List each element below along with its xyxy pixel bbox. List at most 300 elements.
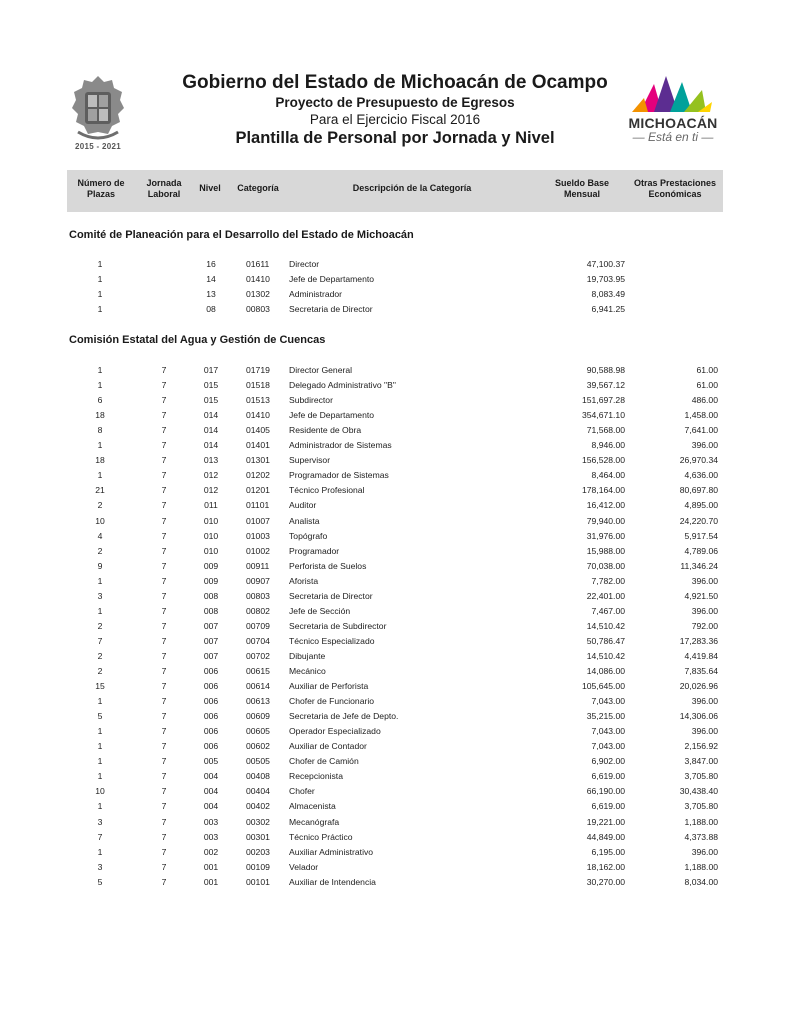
col-otras-header: Otras Prestaciones Económicas [633,178,717,199]
cell-nivel: 014 [203,410,219,421]
table-row [0,589,791,604]
col-descripcion-header: Descripción de la Categoría [352,183,472,193]
cell-categoria: 01719 [246,365,270,375]
cell-descripcion: Técnico Profesional [289,485,365,496]
cell-descripcion: Chofer [289,786,315,797]
cell-plazas: 1 [97,801,103,812]
cell-nivel: 08 [206,304,216,315]
table-column-header [67,170,723,212]
cell-nivel: 004 [203,771,219,782]
cell-nivel: 015 [203,380,219,391]
cell-plazas: 2 [97,650,103,661]
cell-otras: 4,373.88 [684,831,718,842]
cell-plazas: 18 [95,455,105,466]
cell-jornada: 7 [161,470,167,481]
cell-plazas: 1 [97,289,103,300]
cell-sueldo: 8,464.00 [591,470,625,481]
table-row [0,845,791,860]
cell-plazas: 9 [97,560,103,571]
table-row [0,634,791,649]
cell-jornada: 7 [161,635,167,646]
cell-categoria: 01405 [246,425,270,436]
cell-jornada: 7 [161,696,167,707]
table-row [0,272,791,287]
cell-sueldo: 6,902.00 [591,756,625,767]
cell-plazas: 1 [97,470,103,481]
cell-nivel: 14 [206,274,216,285]
brand-name: MICHOACÁN [628,115,718,131]
cell-otras: 792.00 [691,620,718,631]
cell-descripcion: Perforista de Suelos [289,560,367,571]
cell-sueldo: 18,162.00 [586,861,625,872]
cell-categoria: 01518 [246,380,270,391]
col-categoria-header: Categoría [237,183,279,193]
cell-nivel: 002 [203,846,219,857]
cell-plazas: 1 [97,726,103,737]
cell-nivel: 007 [203,635,219,646]
cell-descripcion: Secretaria de Director [289,590,373,601]
cell-categoria: 00911 [246,560,270,571]
cell-categoria: 01302 [246,289,270,300]
cell-otras: 4,789.06 [684,545,718,556]
table-row [0,514,791,529]
cell-sueldo: 14,510.42 [586,620,625,631]
cell-otras: 24,220.70 [679,515,718,526]
cell-nivel: 001 [203,861,219,872]
cell-plazas: 8 [97,425,103,436]
cell-jornada: 7 [161,485,167,496]
cell-categoria: 01611 [246,259,270,269]
col-nivel-header: Nivel [199,183,221,193]
document-subtitle-1: Proyecto de Presupuesto de Egresos [275,95,515,110]
cell-sueldo: 90,588.98 [586,365,625,375]
cell-nivel: 017 [203,365,219,375]
cell-otras: 14,306.06 [679,711,718,722]
cell-plazas: 1 [97,846,103,857]
cell-sueldo: 19,221.00 [586,816,625,827]
cell-descripcion: Subdirector [289,395,333,406]
cell-jornada: 7 [161,876,167,887]
cell-jornada: 7 [161,395,167,406]
cell-categoria: 01401 [246,440,270,451]
col-sueldo-header: Sueldo Base Mensual [554,178,610,199]
cell-otras: 1,458.00 [684,410,718,421]
document-header [0,0,791,170]
cell-otras: 396.00 [691,440,718,451]
cell-plazas: 2 [97,545,103,556]
cell-sueldo: 105,645.00 [581,681,625,692]
cell-categoria: 00203 [246,846,270,857]
cell-jornada: 7 [161,801,167,812]
cell-descripcion: Residente de Obra [289,425,362,436]
cell-plazas: 1 [97,741,103,752]
cell-descripcion: Almacenista [289,801,336,812]
cell-descripcion: Analista [289,515,320,526]
table-row [0,619,791,634]
cell-sueldo: 178,164.00 [581,485,625,496]
cell-plazas: 6 [97,395,103,406]
cell-plazas: 4 [97,530,103,541]
cell-jornada: 7 [161,771,167,782]
cell-descripcion: Secretaria de Subdirector [289,620,387,631]
cell-nivel: 003 [203,816,219,827]
cell-categoria: 00404 [246,786,270,797]
cell-plazas: 10 [95,515,105,526]
cell-jornada: 7 [161,666,167,676]
table-row [0,498,791,513]
cell-descripcion: Jefe de Sección [289,605,351,616]
document-titles [150,72,640,149]
seal-years: 2015 - 2021 [74,142,121,151]
cell-descripcion: Auxiliar de Intendencia [289,876,376,887]
cell-otras: 80,697.80 [679,485,718,496]
state-seal-icon [68,72,128,152]
cell-nivel: 006 [203,741,219,752]
cell-jornada: 7 [161,816,167,827]
col-jornada-header: Jornada Laboral [146,178,182,199]
cell-plazas: 3 [97,816,103,827]
cell-descripcion: Aforista [289,575,319,586]
cell-otras: 2,156.92 [684,741,718,752]
cell-jornada: 7 [161,831,167,842]
cell-otras: 396.00 [691,846,718,857]
cell-jornada: 7 [161,756,167,767]
cell-nivel: 006 [203,681,219,692]
cell-categoria: 00301 [246,831,270,842]
table-row [0,453,791,468]
cell-nivel: 13 [206,289,216,300]
table-row [0,529,791,544]
cell-otras: 396.00 [691,696,718,707]
cell-plazas: 15 [95,681,105,692]
cell-otras: 1,188.00 [684,861,718,872]
table-row [0,302,791,317]
cell-jornada: 7 [161,560,167,571]
cell-categoria: 00803 [246,304,270,315]
cell-descripcion: Topógrafo [289,530,328,541]
cell-sueldo: 35,215.00 [586,711,625,722]
cell-categoria: 01007 [246,515,270,526]
cell-otras: 4,419.84 [684,650,718,661]
cell-plazas: 3 [97,861,103,872]
cell-descripcion: Chofer de Funcionario [289,696,375,707]
cell-categoria: 00408 [246,771,270,782]
table-row [0,378,791,393]
cell-nivel: 006 [203,711,219,722]
cell-descripcion: Programador de Sistemas [289,470,389,481]
cell-categoria: 00602 [246,741,270,752]
cell-nivel: 014 [203,440,219,451]
cell-nivel: 004 [203,786,219,797]
cell-plazas: 1 [97,259,103,269]
cell-descripcion: Supervisor [289,455,331,466]
cell-sueldo: 47,100.37 [586,259,625,269]
cell-descripcion: Administrador de Sistemas [289,440,392,451]
table-row [0,649,791,664]
cell-categoria: 00709 [246,620,270,631]
cell-jornada: 7 [161,440,167,451]
table-row [0,574,791,589]
cell-nivel: 004 [203,801,219,812]
cell-descripcion: Chofer de Camión [289,756,359,767]
cell-plazas: 1 [97,771,103,782]
cell-descripcion: Auxiliar de Contador [289,741,367,752]
cell-sueldo: 7,782.00 [591,575,625,586]
cell-plazas: 1 [97,304,103,315]
table-row [0,287,791,302]
table-row [0,423,791,438]
cell-plazas: 1 [97,365,103,375]
cell-nivel: 010 [203,530,219,541]
document-subtitle-2: Para el Ejercicio Fiscal 2016 [309,112,481,127]
cell-sueldo: 6,941.25 [591,304,625,315]
cell-sueldo: 15,988.00 [586,545,625,556]
cell-nivel: 005 [203,756,219,767]
cell-sueldo: 16,412.00 [586,500,625,511]
cell-descripcion: Secretaria de Director [289,304,373,315]
cell-descripcion: Velador [289,861,319,872]
table-row [0,754,791,769]
cell-categoria: 01201 [246,485,270,496]
cell-plazas: 2 [97,666,103,676]
cell-plazas: 1 [97,756,103,767]
cell-categoria: 00803 [246,590,270,601]
cell-otras: 30,438.40 [679,786,718,797]
cell-nivel: 001 [203,876,219,887]
cell-sueldo: 22,401.00 [586,590,625,601]
cell-sueldo: 14,510.42 [586,650,625,661]
cell-jornada: 7 [161,410,167,421]
cell-sueldo: 79,940.00 [586,515,625,526]
cell-descripcion: Auxiliar de Perforista [289,681,369,692]
cell-sueldo: 30,270.00 [586,876,625,887]
document-subtitle-3: Plantilla de Personal por Jornada y Nivel [235,129,555,147]
table-row [0,393,791,408]
cell-sueldo: 50,786.47 [586,635,625,646]
table-row [0,363,791,378]
cell-nivel: 007 [203,650,219,661]
cell-descripcion: Técnico Práctico [289,831,353,842]
table-row [0,408,791,423]
cell-descripcion: Auditor [289,500,317,511]
cell-categoria: 01410 [246,274,270,285]
cell-plazas: 7 [97,831,103,842]
cell-sueldo: 71,568.00 [586,425,625,436]
table-row [0,724,791,739]
cell-jornada: 7 [161,530,167,541]
cell-sueldo: 354,671.10 [581,410,625,421]
table-row [0,438,791,453]
cell-otras: 396.00 [691,605,718,616]
cell-sueldo: 6,619.00 [591,801,625,812]
cell-jornada: 7 [161,515,167,526]
cell-plazas: 21 [95,485,105,496]
cell-descripcion: Dibujante [289,650,326,661]
cell-otras: 486.00 [691,395,718,406]
cell-nivel: 006 [203,696,219,707]
cell-descripcion: Mecánico [289,666,326,676]
cell-sueldo: 8,083.49 [591,289,625,300]
cell-sueldo: 7,043.00 [591,741,625,752]
cell-sueldo: 39,567.12 [586,380,625,391]
cell-categoria: 00505 [246,756,270,767]
cell-descripcion: Jefe de Departamento [289,274,375,285]
cell-sueldo: 66,190.00 [586,786,625,797]
cell-nivel: 009 [203,560,219,571]
cell-jornada: 7 [161,425,167,436]
table-row [0,709,791,724]
cell-categoria: 01410 [246,410,270,421]
cell-plazas: 1 [97,575,103,586]
cell-sueldo: 14,086.00 [586,666,625,676]
cell-jornada: 7 [161,786,167,797]
cell-categoria: 00605 [246,726,270,737]
cell-otras: 4,895.00 [684,500,718,511]
cell-nivel: 009 [203,575,219,586]
table-row [0,815,791,830]
cell-descripcion: Operador Especializado [289,726,381,737]
cell-sueldo: 31,976.00 [586,530,625,541]
cell-otras: 17,283.36 [679,635,718,646]
cell-descripcion: Secretaria de Jefe de Depto. [289,711,399,722]
cell-otras: 1,188.00 [684,816,718,827]
cell-categoria: 00109 [246,861,270,872]
cell-descripcion: Auxiliar Administrativo [289,846,374,857]
cell-plazas: 1 [97,696,103,707]
table-row [0,679,791,694]
table-row [0,257,791,272]
cell-otras: 4,636.00 [684,470,718,481]
cell-nivel: 013 [203,455,219,466]
cell-plazas: 5 [97,876,103,887]
table-row [0,875,791,890]
cell-jornada: 7 [161,590,167,601]
cell-categoria: 01003 [246,530,270,541]
cell-sueldo: 7,043.00 [591,696,625,707]
table-row [0,604,791,619]
cell-sueldo: 44,849.00 [586,831,625,842]
cell-descripcion: Director [289,259,320,269]
cell-jornada: 7 [161,861,167,872]
cell-sueldo: 7,043.00 [591,726,625,737]
cell-sueldo: 6,619.00 [591,771,625,782]
cell-plazas: 2 [97,620,103,631]
cell-jornada: 7 [161,545,167,556]
cell-otras: 3,847.00 [684,756,718,767]
table-row [0,830,791,845]
cell-otras: 7,641.00 [684,425,718,436]
cell-nivel: 008 [203,590,219,601]
cell-jornada: 7 [161,846,167,857]
table-row [0,664,791,679]
cell-otras: 3,705.80 [684,771,718,782]
cell-otras: 396.00 [691,726,718,737]
table-row [0,468,791,483]
cell-otras: 3,705.80 [684,801,718,812]
cell-jornada: 7 [161,650,167,661]
cell-plazas: 1 [97,440,103,451]
cell-descripcion: Recepcionista [289,771,343,782]
col-plazas-header: Número de Plazas [77,178,125,199]
cell-nivel: 16 [206,259,216,269]
cell-otras: 11,346.24 [680,560,718,571]
cell-categoria: 00907 [246,575,270,586]
cell-categoria: 01513 [246,395,270,406]
section-title: Comité de Planeación para el Desarrollo del Estado de Michoacán [69,229,414,241]
cell-sueldo: 151,697.28 [581,395,625,406]
cell-descripcion: Delegado Administrativo "B" [289,380,396,391]
table-row [0,544,791,559]
section-title: Comisión Estatal del Agua y Gestión de Cuencas [69,334,326,346]
cell-nivel: 010 [203,545,219,556]
cell-categoria: 01002 [246,545,270,556]
cell-jornada: 7 [161,711,167,722]
cell-nivel: 014 [203,425,219,436]
cell-plazas: 1 [97,274,103,285]
cell-otras: 26,970.34 [679,455,718,466]
cell-plazas: 1 [97,380,103,391]
cell-categoria: 01202 [246,470,270,481]
cell-jornada: 7 [161,726,167,737]
cell-plazas: 7 [97,635,103,646]
cell-categoria: 00614 [246,681,270,692]
brand-tagline: — Está en ti — [632,130,714,144]
cell-jornada: 7 [161,455,167,466]
cell-categoria: 00613 [246,696,270,707]
cell-nivel: 010 [203,515,219,526]
cell-sueldo: 8,946.00 [591,440,625,451]
document-title: Gobierno del Estado de Michoacán de Ocampo [182,72,608,93]
cell-nivel: 003 [203,831,219,842]
cell-otras: 7,835.64 [684,666,718,676]
table-row [0,860,791,875]
cell-sueldo: 70,038.00 [586,560,625,571]
cell-nivel: 012 [203,485,219,496]
cell-jornada: 7 [161,605,167,616]
cell-nivel: 012 [203,470,219,481]
cell-categoria: 00302 [246,816,270,827]
cell-descripcion: Administrador [289,289,343,300]
cell-plazas: 10 [95,786,105,797]
cell-descripcion: Jefe de Departamento [289,410,375,421]
cell-nivel: 006 [203,726,219,737]
cell-plazas: 5 [97,711,103,722]
cell-otras: 8,034.00 [684,876,718,887]
cell-nivel: 006 [203,666,219,676]
table-row [0,694,791,709]
cell-nivel: 008 [203,605,219,616]
cell-jornada: 7 [161,741,167,752]
table-row [0,769,791,784]
table-row [0,559,791,574]
cell-categoria: 00704 [246,635,270,646]
cell-jornada: 7 [161,380,167,391]
cell-categoria: 00609 [246,711,270,722]
cell-plazas: 18 [95,410,105,421]
cell-plazas: 2 [97,500,103,511]
cell-nivel: 011 [204,500,218,511]
cell-categoria: 01101 [246,500,270,511]
table-row [0,784,791,799]
cell-descripcion: Director General [289,365,353,375]
cell-categoria: 01301 [246,455,270,466]
cell-jornada: 7 [161,681,167,692]
table-row [0,483,791,498]
cell-plazas: 3 [97,590,103,601]
cell-nivel: 015 [203,395,219,406]
cell-jornada: 7 [161,620,167,631]
cell-plazas: 1 [97,605,103,616]
